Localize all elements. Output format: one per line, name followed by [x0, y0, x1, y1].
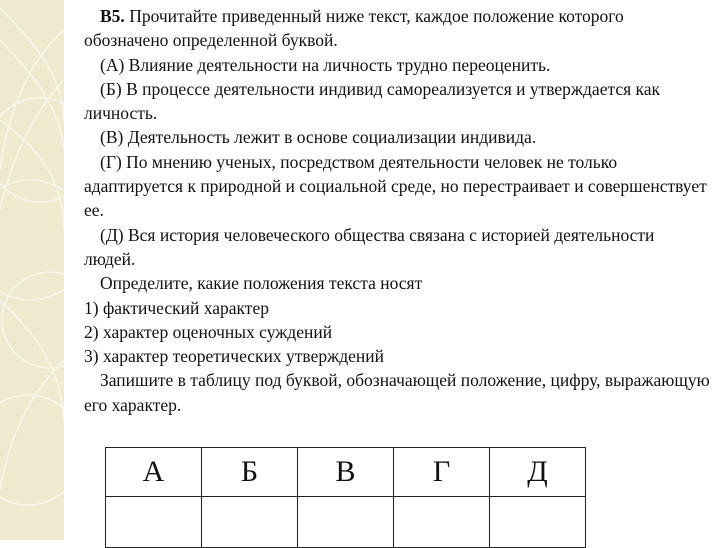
decorative-swirl-lines — [0, 0, 64, 540]
answer-table-header-b: Б — [202, 448, 298, 497]
statement-a: (А) Влияние деятельности на личность трудно переоценить. — [100, 54, 551, 75]
option-2: 2) характер оценочных суждений — [84, 321, 333, 342]
task-intro-paragraph — [84, 4, 710, 53]
answer-table — [105, 447, 586, 548]
answer-table-header-g: Г — [394, 448, 490, 497]
task-code: В5. — [100, 6, 125, 26]
option-3: 3) характер теоретических утверждений — [84, 346, 384, 367]
option-1: 1) фактический характер — [84, 297, 269, 318]
task-text — [84, 4, 710, 417]
decorative-side-panel — [0, 0, 64, 540]
statement-b: (Б) В процессе деятельности индивид самореализуется и утверждается как личность. — [84, 78, 661, 124]
answer-table-header-d: Д — [490, 448, 586, 497]
statement-v: (В) Деятельность лежит в основе социализации индивида. — [100, 127, 537, 148]
task-intro: Прочитайте приведенный ниже текст, каждое положение которого обозначено определенной буквой. — [84, 6, 624, 51]
question: Определите, какие положения текста носят — [100, 273, 423, 294]
answer-table-header-a: А — [106, 448, 202, 497]
answer-table-header-v: В — [298, 448, 394, 497]
statement-d: (Д) Вся история человеческого общества связана с историей деятельности людей. — [84, 224, 655, 269]
statement-g: (Г) По мнению ученых, посредством деятельности человек не только адаптируется к природной и социальной среде, но перестраивает и совершенствует ее. — [84, 151, 707, 221]
answer-table-header-row — [106, 448, 586, 497]
instruction: Запишите в таблицу под буквой, обозначающей положение, цифру, выражающую его характер. — [84, 370, 710, 415]
